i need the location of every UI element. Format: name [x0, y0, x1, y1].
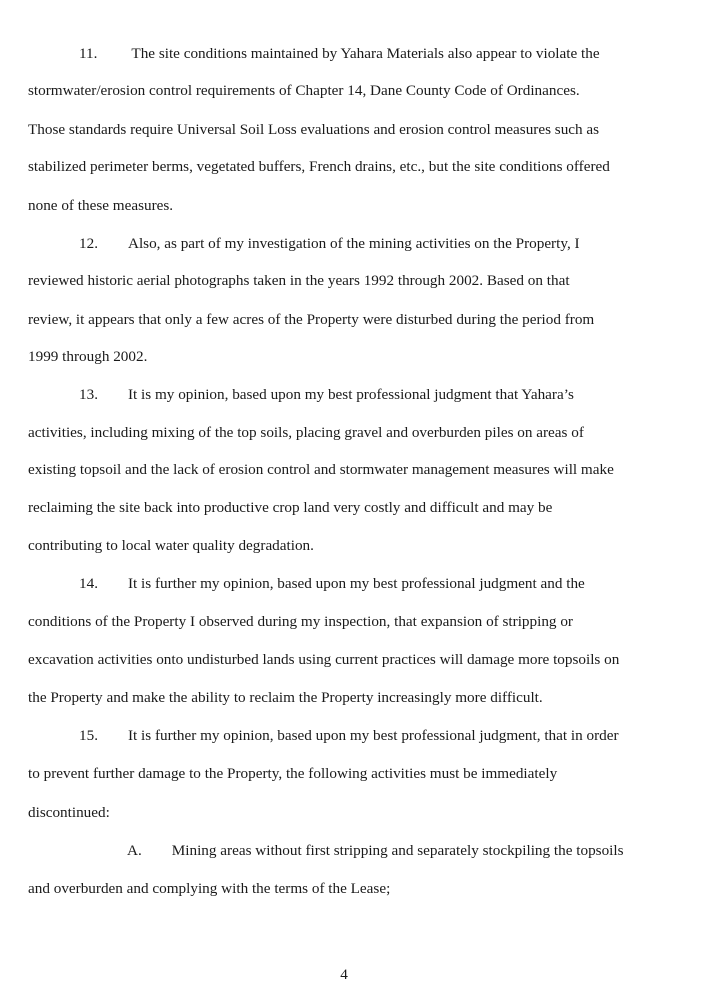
text-line: activities, including mixing of the top soils, placing gravel and overburden piles on areas of — [28, 424, 584, 441]
paragraph-number: 12. — [79, 235, 98, 252]
text-line: 1999 through 2002. — [28, 348, 148, 365]
text-line: existing topsoil and the lack of erosion control and stormwater management measures will make — [28, 461, 614, 478]
paragraph-number: 11. — [79, 45, 98, 62]
text-line: none of these measures. — [28, 197, 174, 214]
text-line: and overburden and complying with the terms of the Lease; — [28, 880, 391, 897]
text-line: It is further my opinion, based upon my best professional judgment and the — [127, 575, 585, 592]
text-line: Those standards require Universal Soil Loss evaluations and erosion control measures such as — [28, 121, 600, 138]
text-line: discontinued: — [28, 804, 110, 821]
text-line: to prevent further damage to the Property, the following activities must be immediately — [28, 765, 558, 782]
paragraph-11-first-line — [79, 45, 600, 63]
paragraph-number: 13. — [79, 386, 98, 403]
paragraph-14-first-line — [79, 575, 585, 593]
text-line: stabilized perimeter berms, vegetated buffers, French drains, etc., but the site conditions offered — [28, 158, 610, 175]
paragraph-number: 15. — [79, 727, 98, 744]
text-line: It is my opinion, based upon my best professional judgment that Yahara’s — [127, 386, 574, 403]
text-line: review, it appears that only a few acres of the Property were disturbed during the period from — [28, 311, 595, 328]
text-line: reviewed historic aerial photographs taken in the years 1992 through 2002. Based on that — [28, 272, 570, 289]
text-line: excavation activities onto undisturbed lands using current practices will damage more topsoils on — [28, 651, 620, 668]
text-line: the Property and make the ability to reclaim the Property increasingly more difficult. — [28, 689, 543, 706]
paragraph-12-first-line — [79, 235, 580, 253]
subitem-letter: A. — [127, 842, 142, 859]
text-line: It is further my opinion, based upon my best professional judgment, that in order — [127, 727, 619, 744]
text-line: conditions of the Property I observed during my inspection, that expansion of stripping or — [28, 613, 573, 630]
paragraph-13-first-line — [79, 386, 574, 404]
paragraph-15-first-line — [79, 727, 619, 745]
text-line: contributing to local water quality degradation. — [28, 537, 314, 554]
text-line: The site conditions maintained by Yahara Materials also appear to violate the — [131, 45, 600, 62]
text-line: Also, as part of my investigation of the mining activities on the Property, I — [127, 235, 580, 252]
text-line: Mining areas without first stripping and separately stockpiling the topsoils — [171, 842, 624, 859]
text-line: stormwater/erosion control requirements of Chapter 14, Dane County Code of Ordinances. — [28, 82, 580, 99]
page-number: 4 — [340, 966, 348, 983]
paragraph-number: 14. — [79, 575, 98, 592]
subitem-a-first-line — [127, 842, 624, 860]
text-line: reclaiming the site back into productive crop land very costly and difficult and may be — [28, 499, 553, 516]
